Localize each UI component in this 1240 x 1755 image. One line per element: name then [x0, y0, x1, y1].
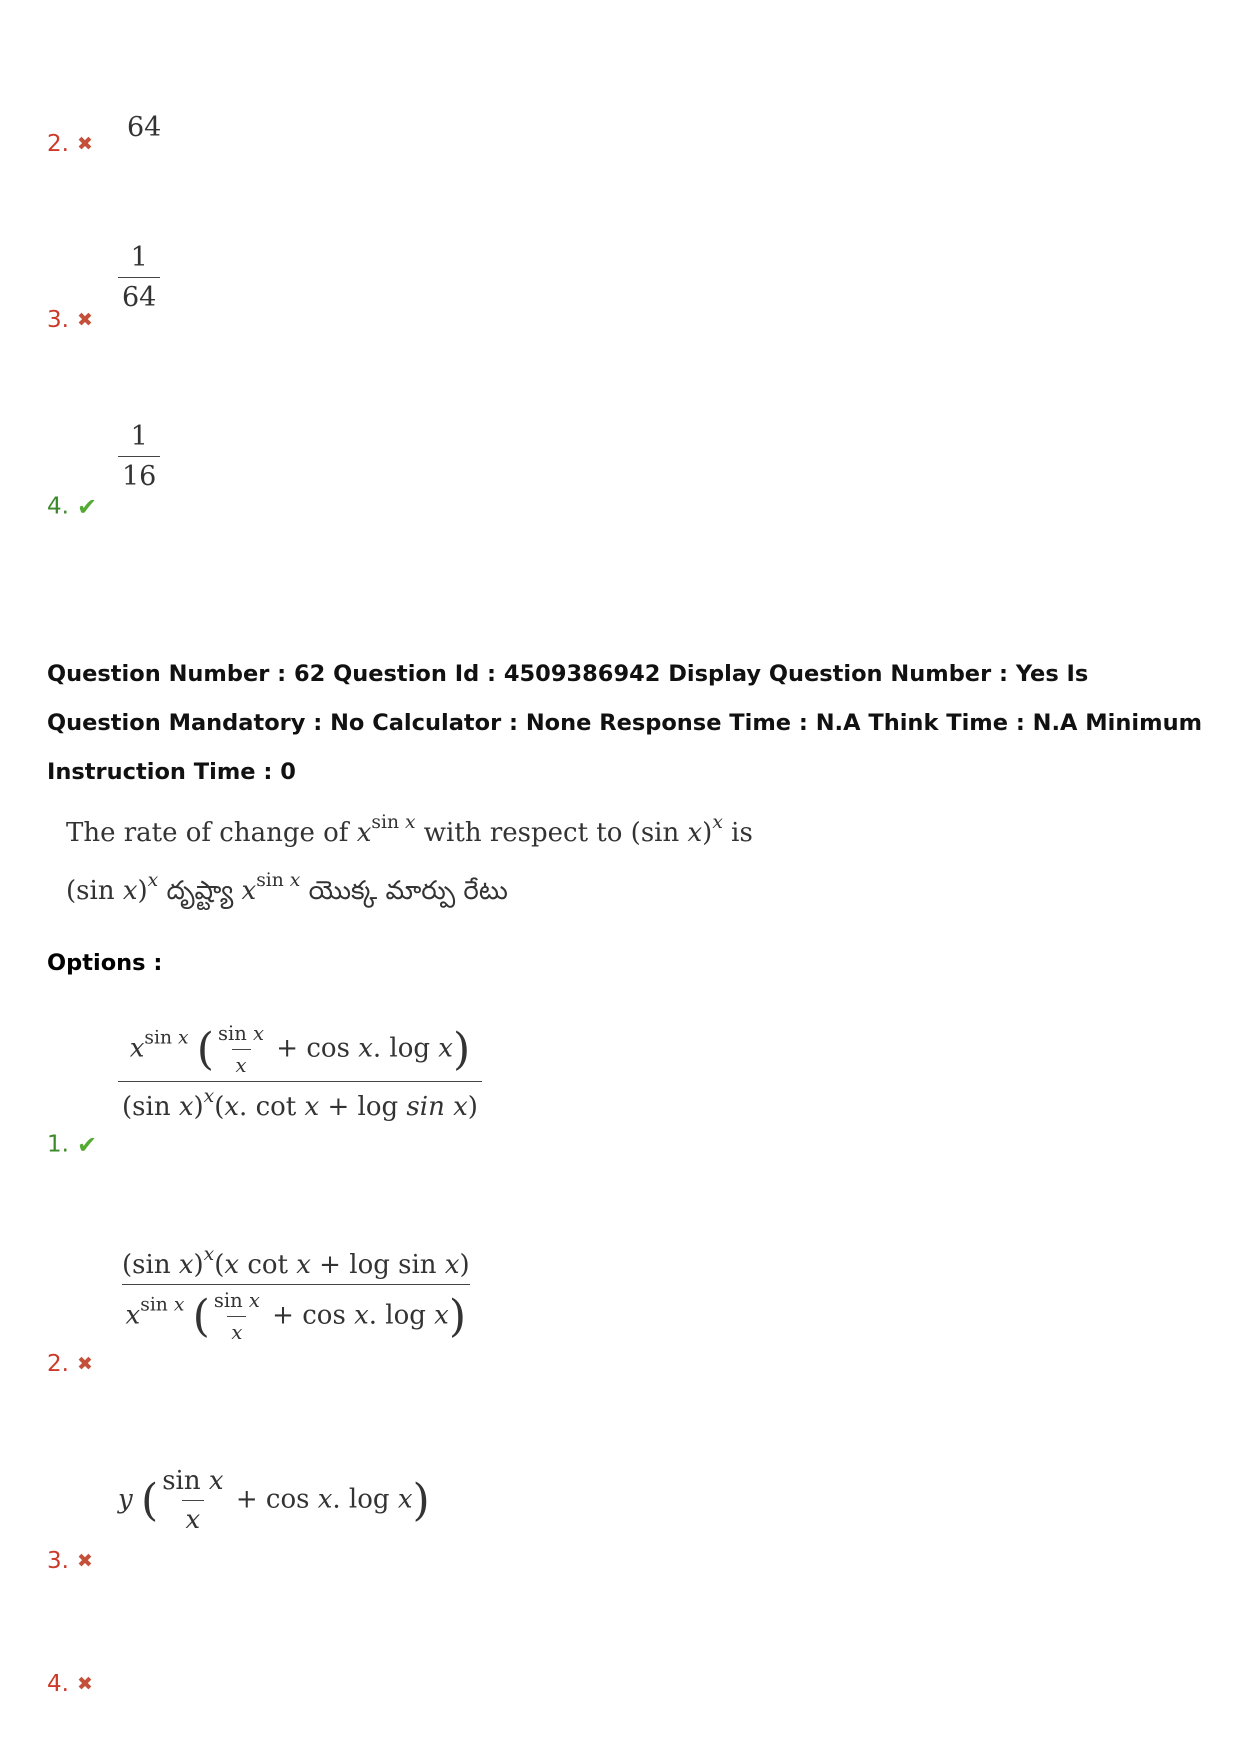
option-1-number: 1. ✔: [47, 1131, 98, 1159]
option-2-formula: (sin x)$^x$(x cot x + log sin x) $x^{sin x}$ ( $\frac{\text{sin x}}{x}$ + cos x. log x): [122, 1244, 470, 1345]
check-icon: ✔: [76, 1131, 98, 1159]
prev-option-4-number: 4. ✔: [47, 493, 98, 521]
option-1-formula: $x^{sin x}$ ( $\frac{\text{sin x}}{x}$ + cos x. log x) (sin x)$^x$(x. cot x + log sin x): [118, 1022, 482, 1122]
option-3-formula: y ( $\frac{\text{sin x}}{x}$ + cos x. log x): [118, 1466, 430, 1535]
cross-icon: ✖: [76, 1550, 93, 1572]
question-text-telugu: (sin x)$^x$ దృష్ట్యా $x^{sin x}$ యొక్క మార్పు రేటు: [66, 870, 508, 907]
check-icon: ✔: [76, 493, 98, 521]
cross-icon: ✖: [76, 133, 93, 155]
cross-icon: ✖: [76, 1673, 93, 1695]
options-label: Options :: [47, 950, 163, 976]
prev-option-4-value: $\frac{1}{16}$: [118, 421, 160, 492]
cross-icon: ✖: [76, 309, 93, 331]
question-text-english: The rate of change of $x^{sin x}$ with respect to (sin x)$^x$ is: [66, 812, 753, 849]
option-4-number: 4. ✖: [47, 1671, 93, 1697]
option-3-number: 3. ✖: [47, 1548, 93, 1574]
prev-option-2-number: 2. ✖: [47, 131, 93, 157]
prev-option-2-value: 64: [127, 112, 162, 143]
prev-option-3-number: 3. ✖: [47, 307, 93, 333]
cross-icon: ✖: [76, 1353, 93, 1375]
prev-option-3-value: $\frac{1}{64}$: [118, 242, 160, 313]
option-2-number: 2. ✖: [47, 1351, 93, 1377]
question-metadata: Question Number : 62 Question Id : 4509386942 Display Question Number : Yes Is Question Mandatory : No Calculator : None Response Time : N.A Think Time : N.A Minimum Instruction Time : 0: [47, 661, 1203, 785]
